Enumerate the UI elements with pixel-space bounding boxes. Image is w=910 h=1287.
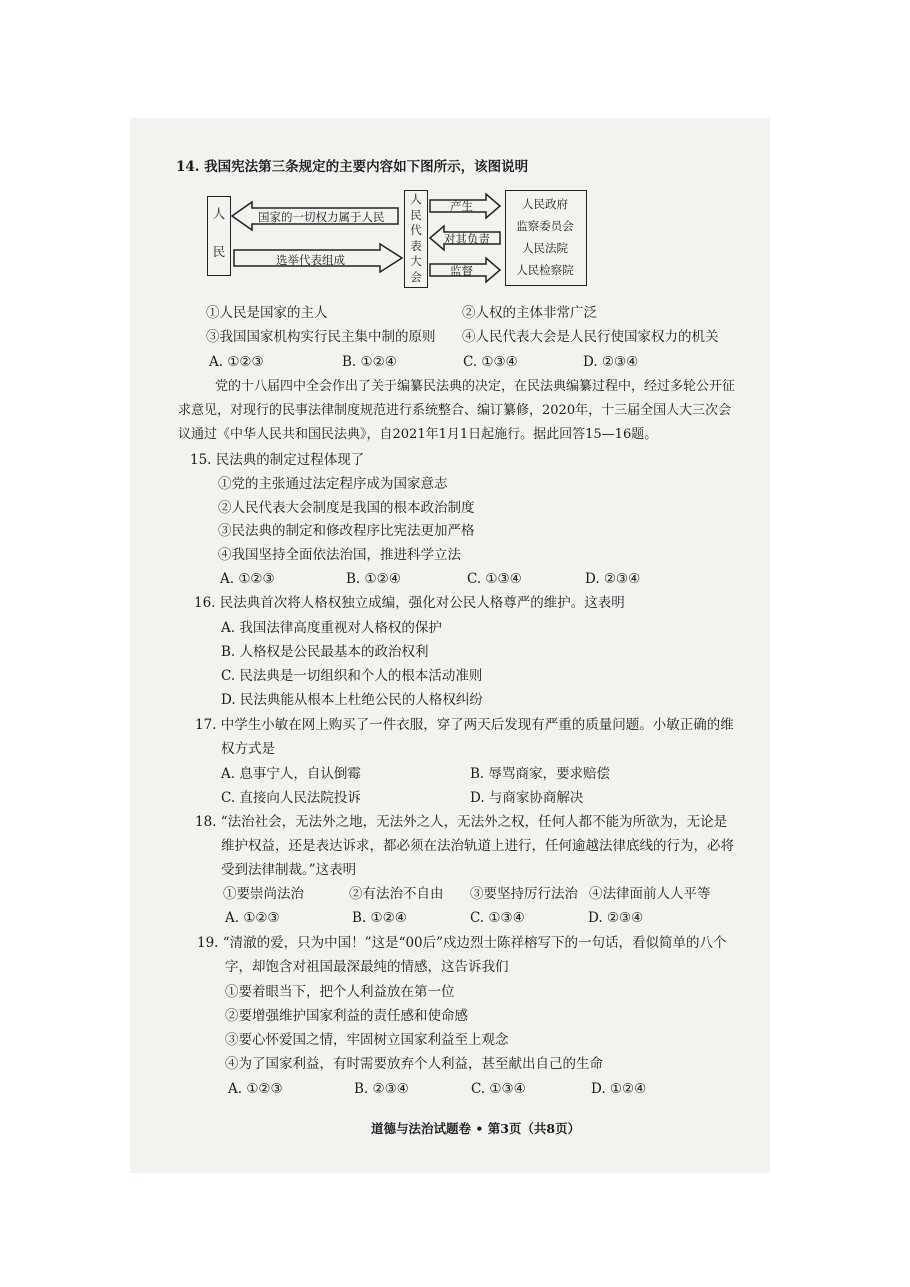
q19-choice-d[interactable]: D. ①②④ (591, 1081, 647, 1097)
passage-line-1: 党的十八届四中全会作出了关于编纂民法典的决定，在民法典编纂过程中，经过多轮公开征 (215, 379, 736, 394)
q17-option-a[interactable]: A. 息事宁人，自认倒霉 (221, 766, 361, 782)
q19-option-1: ①要着眼当下，把个人利益放在第一位 (225, 984, 455, 1000)
q17-stem-line-2: 权方式是 (221, 741, 275, 757)
q17-option-b[interactable]: B. 辱骂商家，要求赔偿 (470, 766, 611, 782)
q16-option-d[interactable]: D. 民法典能从根本上杜绝公民的人格权纠纷 (221, 692, 483, 708)
organ-court: 人民法院 (522, 241, 568, 255)
q17-stem-line-1: 17. 中学生小敏在网上购买了一件衣服，穿了两天后发现有严重的质量问题。小敏正确的维 (195, 717, 734, 733)
q19-stem-line-2: 字，却饱含对祖国最深最纯的情感，这告诉我们 (225, 959, 509, 975)
q14-stem: 14. 我国宪法第三条规定的主要内容如下图所示，该图说明 (176, 159, 529, 175)
q14-option-1: ①人民是国家的主人 (206, 305, 328, 321)
q17-option-c[interactable]: C. 直接向人民法院投诉 (221, 790, 361, 806)
q15-option-1: ①党的主张通过法定程序成为国家意志 (218, 476, 448, 492)
npc-char: 会 (410, 269, 422, 284)
passage-line-2: 求意见，对现行的民事法律制度规范进行系统整合、编订纂修，2020年，十三届全国人大三次会 (178, 403, 732, 418)
q19-option-3: ③要心怀爱国之情，牢固树立国家利益至上观念 (225, 1032, 509, 1048)
arrow-top-label: 国家的一切权力属于人民 (258, 210, 385, 224)
q14-choice-a[interactable]: A. ①②③ (209, 354, 264, 370)
q15-option-4: ④我国坚持全面依法治国，推进科学立法 (218, 547, 461, 563)
q18-stem-line-1: 18. “法治社会，无法外之地，无法外之人，无法外之权，任何人都不能为所欲为，无论是 (195, 814, 728, 830)
q18-option-4: ④法律面前人人平等 (589, 886, 711, 902)
q18-choice-a[interactable]: A. ①②③ (225, 910, 280, 926)
q16-option-a[interactable]: A. 我国法律高度重视对人格权的保护 (221, 620, 442, 636)
q15-choice-c[interactable]: C. ①③④ (467, 571, 522, 587)
q15-choice-d[interactable]: D. ②③④ (585, 571, 641, 587)
npc-char: 人 (410, 192, 422, 206)
arrow-supervise-label: 监督 (450, 264, 473, 278)
npc-label (406, 192, 426, 285)
npc-char: 民 (410, 207, 422, 222)
q18-choice-d[interactable]: D. ②③④ (588, 910, 644, 926)
q16-option-b[interactable]: B. 人格权是公民最基本的政治权利 (221, 644, 429, 660)
npc-char: 代 (410, 223, 422, 237)
passage-line-3: 议通过《中华人民共和国民法典》，自2021年1月1日起施行。据此回答15—16题。 (178, 427, 658, 442)
q18-option-2: ②有法治不自由 (349, 886, 444, 902)
q14-choice-d[interactable]: D. ②③④ (583, 354, 639, 370)
npc-char: 表 (410, 238, 422, 253)
npc-char: 大 (410, 254, 422, 268)
q15-choice-a[interactable]: A. ①②③ (220, 571, 275, 587)
q19-stem-line-1: 19. “清澈的爱，只为中国！”这是“00后”戍边烈士陈祥榕写下的一句话，看似简单的八个 (197, 935, 727, 951)
arrow-responsible-label: 对其负责 (444, 232, 490, 246)
people-char-1: 人 (212, 206, 226, 221)
q14-option-2: ②人权的主体非常广泛 (462, 305, 597, 321)
page-footer: 道德与法治试题卷 • 第3页（共8页） (371, 1121, 581, 1136)
q15-choice-b[interactable]: B. ①②④ (346, 571, 401, 587)
q16-stem: 16. 民法典首次将人格权独立成编，强化对公民人格尊严的维护。这表明 (194, 595, 625, 611)
q18-choice-b[interactable]: B. ①②④ (352, 910, 407, 926)
q14-choice-b[interactable]: B. ①②④ (342, 354, 397, 370)
q19-choice-b[interactable]: B. ②③④ (354, 1081, 409, 1097)
q18-option-3: ③要坚持厉行法治 (470, 886, 578, 902)
q19-choice-c[interactable]: C. ①③④ (471, 1081, 526, 1097)
organ-supervisory: 监察委员会 (516, 219, 574, 233)
arrow-bottom-label: 选举代表组成 (276, 253, 345, 267)
q17-option-d[interactable]: D. 与商家协商解决 (470, 790, 584, 806)
q14-option-4: ④人民代表大会是人民行使国家权力的机关 (462, 329, 719, 345)
arrow-produce-label: 产生 (450, 199, 473, 213)
q19-option-4: ④为了国家利益，有时需要放弃个人利益，甚至献出自己的生命 (225, 1056, 603, 1072)
q15-stem: 15. 民法典的制定过程体现了 (190, 452, 365, 468)
people-char-2: 民 (212, 244, 226, 259)
q16-option-c[interactable]: C. 民法典是一切组织和个人的根本活动准则 (221, 668, 483, 684)
q15-option-2: ②人民代表大会制度是我国的根本政治制度 (218, 500, 475, 516)
q19-option-2: ②要增强维护国家利益的责任感和使命感 (225, 1008, 468, 1024)
q18-choice-c[interactable]: C. ①③④ (470, 910, 525, 926)
q14-choice-c[interactable]: C. ①③④ (463, 354, 518, 370)
q19-choice-a[interactable]: A. ①②③ (228, 1081, 283, 1097)
q18-option-1: ①要崇尚法治 (223, 886, 304, 902)
q14-option-3: ③我国国家机构实行民主集中制的原则 (206, 329, 436, 345)
q18-stem-line-3: 受到法律制裁。”这表明 (221, 862, 357, 878)
organ-procuratorate: 人民检察院 (516, 263, 574, 277)
q18-stem-line-2: 维护权益，还是表达诉求，都必须在法治轨道上进行，任何逾越法律底线的行为，必将 (221, 838, 734, 854)
q15-option-3: ③民法典的制定和修改程序比宪法更加严格 (218, 523, 475, 539)
organ-government: 人民政府 (522, 197, 568, 211)
